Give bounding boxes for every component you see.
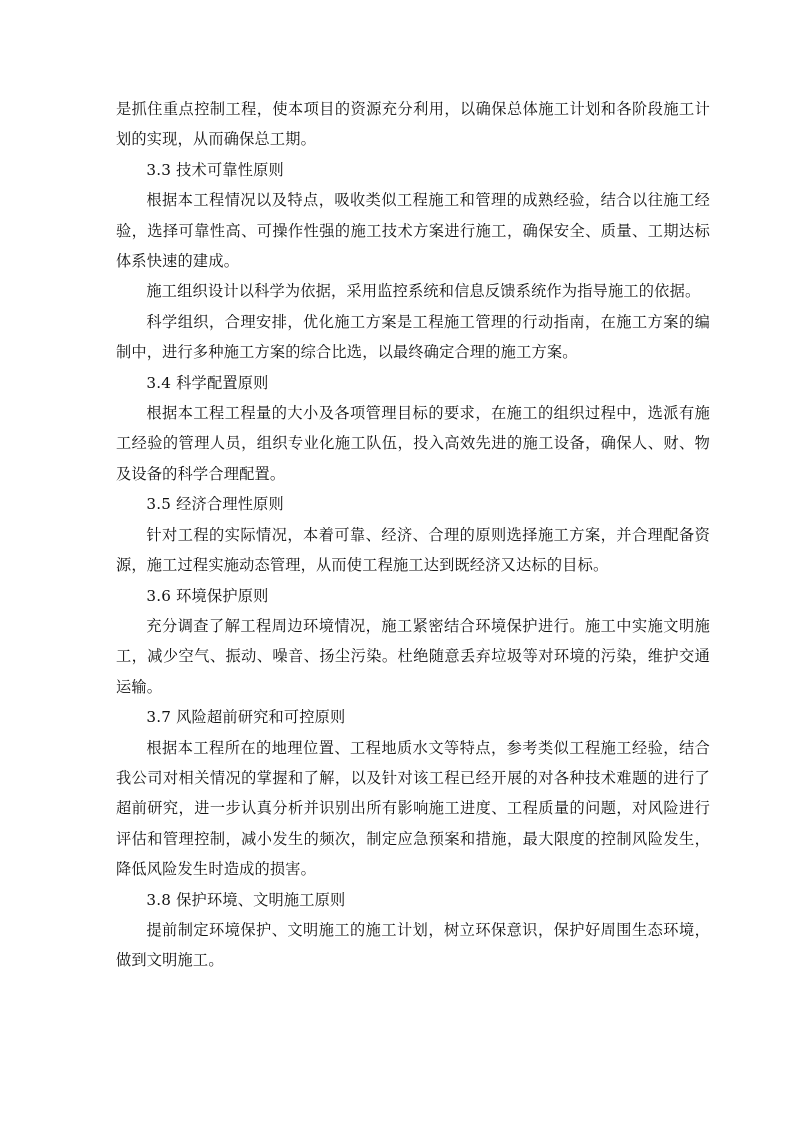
- paragraph-9: 提前制定环境保护、文明施工的施工计划，树立环保意识，保护好周围生态环境，做到文明施工。: [116, 920, 710, 970]
- section-heading-3-4: 3.4 科学配置原则: [146, 373, 269, 392]
- paragraph-3: 施工组织设计以科学为依据，采用监控系统和信息反馈系统作为指导施工的依据。: [146, 282, 701, 301]
- document-page: [116, 94, 710, 976]
- paragraph-1: 是抓住重点控制工程，使本项目的资源充分利用，以确保总体施工计划和各阶段施工计划的实现，从而确保总工期。: [116, 100, 710, 149]
- paragraph-7: 充分调查了解工程周边环境情况，施工紧密结合环境保护进行。施工中实施文明施工，减少空气、振动、噪音、扬尘污染。杜绝随意丢弃垃圾等对环境的污染，维护交通运输。: [116, 616, 710, 696]
- paragraph-4: 科学组织，合理安排，优化施工方案是工程施工管理的行动指南，在施工方案的编制中，进行多种施工方案的综合比选，以最终确定合理的施工方案。: [116, 312, 710, 362]
- paragraph-6: 针对工程的实际情况，本着可靠、经济、合理的原则选择施工方案，并合理配备资源，施工过程实施动态管理，从而使工程施工达到既经济又达标的目标。: [116, 525, 710, 575]
- paragraph-2: 根据本工程情况以及特点，吸收类似工程施工和管理的成熟经验，结合以往施工经验，选择可靠性高、可操作性强的施工技术方案进行施工，确保安全、质量、工期达标体系快速的建成。: [116, 191, 710, 271]
- section-heading-3-3: 3.3 技术可靠性原则: [146, 160, 284, 179]
- section-heading-3-8: 3.8 保护环境、文明施工原则: [146, 890, 346, 909]
- paragraph-5: 根据本工程工程量的大小及各项管理目标的要求，在施工的组织过程中，选派有施工经验的管理人员，组织专业化施工队伍，投入高效先进的施工设备，确保人、财、物及设备的科学合理配置。: [116, 404, 710, 483]
- section-heading-3-5: 3.5 经济合理性原则: [146, 495, 284, 514]
- section-heading-3-6: 3.6 环境保护原则: [146, 586, 269, 605]
- paragraph-8: 根据本工程所在的地理位置、工程地质水文等特点，参考类似工程施工经验，结合我公司对相关情况的掌握和了解，以及针对该工程已经开展的对各种技术难题的进行了超前研究，进一步认真分析并识别出所有影响施工进度、工程质量的问题，对风险进行评估和管理控制，减小发生的频次，制定应急预案和措施，最大限度的控制风险发生，降低风险发生时造成的损害。: [116, 738, 710, 879]
- section-heading-3-7: 3.7 风险超前研究和可控原则: [146, 708, 346, 727]
